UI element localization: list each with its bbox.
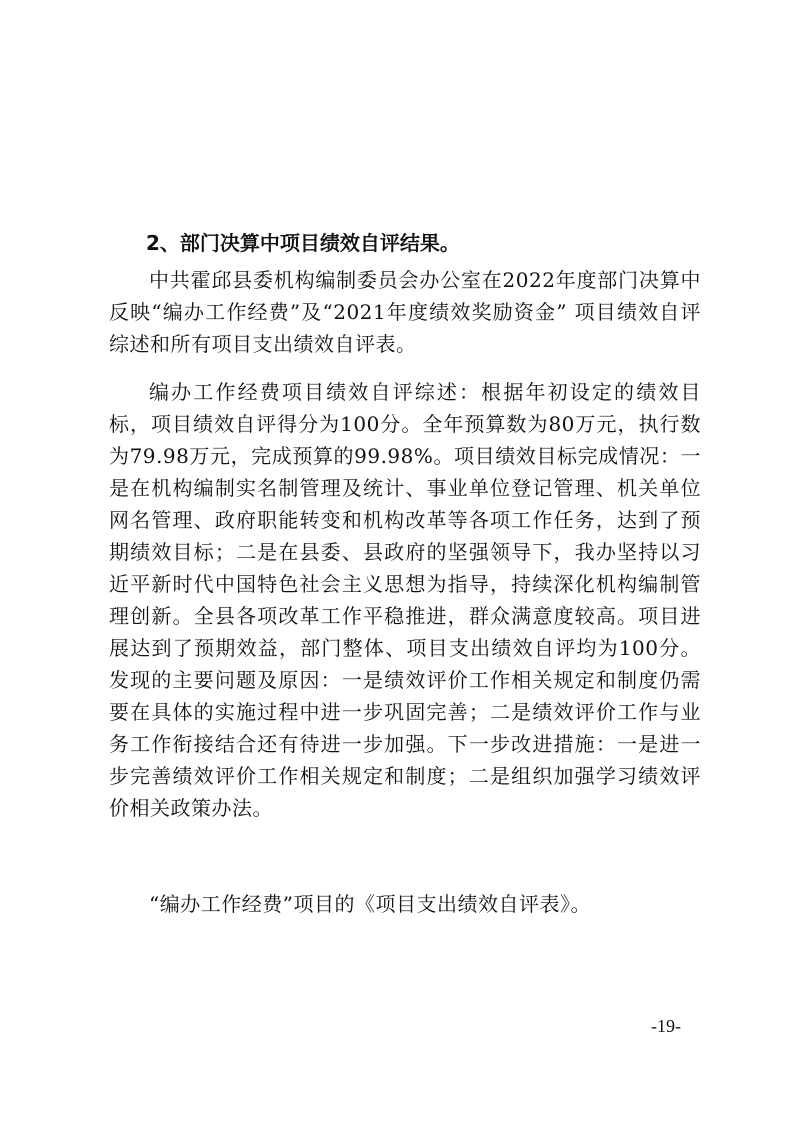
section-heading: 2、部门决算中项目绩效自评结果。 <box>146 231 460 255</box>
page-number: -19- <box>651 1016 681 1036</box>
paragraph-table-reference: “编办工作经费”项目的《项目支出绩效自评表》。 <box>149 892 591 916</box>
paragraph-intro: 中共霍邱县委机构编制委员会办公室在2022年度部门决算中反映“编办工作经费”及“2021年度绩效奖励资金” 项目绩效自评综述和所有项目支出绩效自评表。 <box>109 268 701 356</box>
paragraph-summary: 编办工作经费项目绩效自评综述：根据年初设定的绩效目标，项目绩效自评得分为100分。全年预算数为80万元，执行数为79.98万元，完成预算的99.98%。项目绩效目标完成情况：一是在机构编制实名制管理及统计、事业单位登记管理、机关单位网名管理、政府职能转变和机构改革等各项工作任务，达到了预期绩效目标；二是在县委、县政府的坚强领导下，我办坚持以习近平新时代中国特色社会主义思想为指导，持续深化机构编制管理创新。全县各项改革工作平稳推进，群众满意度较高。项目进展达到了预期效益，部门整体、项目支出绩效自评均为100分。发现的主要问题及原因：一是绩效评价工作相关规定和制度仍需要在具体的实施过程中进一步巩固完善；二是绩效评价工作与业务工作衔接结合还有待进一步加强。下一步改进措施：一是进一步完善绩效评价工作相关规定和制度；二是组织加强学习绩效评价相关政策办法。 <box>109 380 701 820</box>
